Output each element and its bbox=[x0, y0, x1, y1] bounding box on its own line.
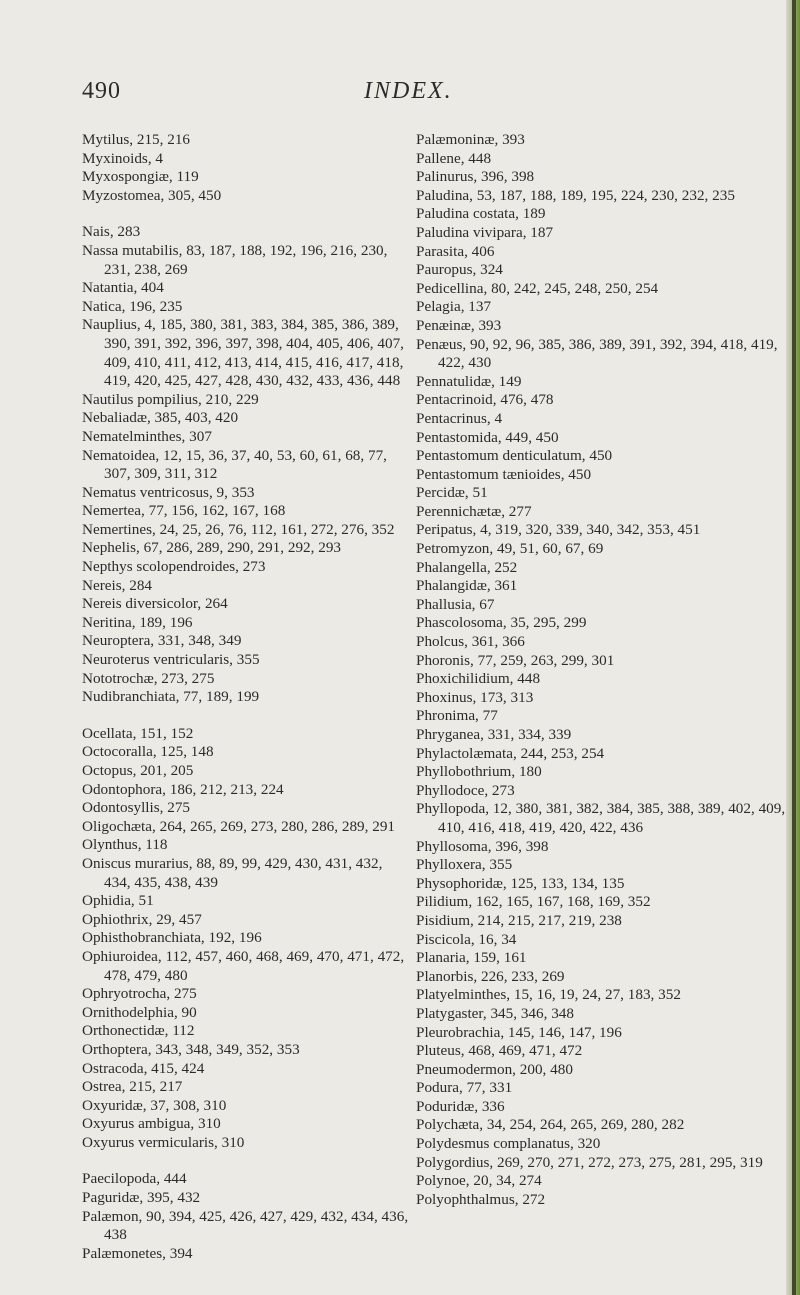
index-entry: Paecilopoda, 444 bbox=[82, 1170, 187, 1188]
index-entry: Penæus, 90, 92, 96, 385, 386, 389, 391, 392, 394, 418, 419, 422, 430 bbox=[416, 335, 778, 372]
index-entry: Phascolosoma, 35, 295, 299 bbox=[416, 614, 587, 632]
index-entry: Oxyurus vermicularis, 310 bbox=[82, 1133, 245, 1151]
index-entry: Orthoptera, 343, 348, 349, 352, 353 bbox=[82, 1040, 300, 1058]
index-entry: Palæmon, 90, 394, 425, 426, 427, 429, 432, 434, 436, 438 bbox=[82, 1207, 409, 1244]
index-entry: Phyllobothrium, 180 bbox=[416, 763, 542, 781]
index-entry: Pholcus, 361, 366 bbox=[416, 633, 525, 651]
index-entry: Pelagia, 137 bbox=[416, 298, 492, 316]
index-entry: Pleurobrachia, 145, 146, 147, 196 bbox=[416, 1023, 622, 1041]
index-entry: Phryganea, 331, 334, 339 bbox=[416, 726, 572, 743]
index-entry: Phylloxera, 355 bbox=[416, 856, 513, 874]
index-entry: Octocoralla, 125, 148 bbox=[82, 743, 214, 761]
index-entry: Planaria, 159, 161 bbox=[416, 949, 527, 967]
index-entry: Phylactolæmata, 244, 253, 254 bbox=[416, 744, 605, 762]
index-entry: Physophoridæ, 125, 133, 134, 135 bbox=[416, 874, 625, 892]
index-entry: Phalangella, 252 bbox=[416, 558, 518, 576]
running-head: INDEX. bbox=[364, 78, 453, 104]
index-entry: Nemertea, 77, 156, 162, 167, 168 bbox=[82, 502, 286, 520]
index-entry: Nebaliadæ, 385, 403, 420 bbox=[82, 409, 239, 427]
index-entry: Nephelis, 67, 286, 289, 290, 291, 292, 293 bbox=[82, 539, 342, 557]
index-entry: Peripatus, 4, 319, 320, 339, 340, 342, 353, 451 bbox=[416, 521, 701, 539]
index-entry: Nais, 283 bbox=[82, 223, 141, 241]
index-entry: Ocellata, 151, 152 bbox=[82, 724, 194, 742]
index-entry: Nematus ventricosus, 9, 353 bbox=[82, 483, 255, 501]
page-edge-shadow bbox=[792, 0, 796, 1295]
index-entry: Myxinoids, 4 bbox=[82, 149, 164, 167]
index-entry: Nematoidea, 12, 15, 36, 37, 40, 53, 60, 61, 68, 77, 307, 309, 311, 312 bbox=[82, 446, 387, 483]
index-entry: Podura, 77, 331 bbox=[416, 1079, 513, 1097]
index-entry: Phronima, 77 bbox=[416, 707, 498, 725]
index-entry: Parasita, 406 bbox=[416, 242, 495, 260]
section-gap bbox=[82, 1152, 412, 1170]
index-entry: Phoxinus, 173, 313 bbox=[416, 688, 534, 706]
index-entry: Nauplius, 4, 185, 380, 381, 383, 384, 385, 386, 389, 390, 391, 392, 396, 397, 398, 404, 405, 406, 407, 409, 410, 411, 412, 413, 414, 415, 416, 417, 418, 419, 420, 425, 427, 428, 430, 432, 433, 436, 448 bbox=[82, 316, 404, 390]
index-entry: Natica, 196, 235 bbox=[82, 297, 183, 315]
index-entry: Platyelminthes, 15, 16, 19, 24, 27, 183, 352 bbox=[416, 986, 681, 1004]
index-entry: Polygordius, 269, 270, 271, 272, 273, 275, 281, 295, 319 bbox=[416, 1153, 763, 1171]
index-entry: Ophidia, 51 bbox=[82, 892, 154, 910]
index-entry: Nereis diversicolor, 264 bbox=[82, 595, 228, 613]
index-entry: Ornithodelphia, 90 bbox=[82, 1003, 197, 1021]
index-entry: Pentastomum tænioides, 450 bbox=[416, 465, 592, 483]
index-entry: Pisidium, 214, 215, 217, 219, 238 bbox=[416, 911, 622, 929]
index-entry: Ophryotrocha, 275 bbox=[82, 985, 197, 1003]
index-entry: Phyllosoma, 396, 398 bbox=[416, 837, 549, 855]
index-entry: Nudibranchiata, 77, 189, 199 bbox=[82, 688, 260, 706]
index-entry: Pilidium, 162, 165, 167, 168, 169, 352 bbox=[416, 893, 651, 911]
index-column-left bbox=[82, 131, 412, 1263]
index-entry: Percidæ, 51 bbox=[416, 484, 488, 502]
index-entry: Palæmoninæ, 393 bbox=[416, 131, 525, 148]
index-entry: Petromyzon, 49, 51, 60, 67, 69 bbox=[416, 540, 604, 558]
index-entry: Odontosyllis, 275 bbox=[82, 799, 191, 817]
index-entry: Odontophora, 186, 212, 213, 224 bbox=[82, 780, 284, 798]
index-entry: Oligochæta, 264, 265, 269, 273, 280, 286, 289, 291 bbox=[82, 817, 396, 835]
index-entry: Oxyurus ambigua, 310 bbox=[82, 1115, 221, 1133]
index-entry: Polynoe, 20, 34, 274 bbox=[416, 1172, 542, 1190]
index-entry: Nematelminthes, 307 bbox=[82, 427, 212, 445]
index-entry: Ostrea, 215, 217 bbox=[82, 1078, 183, 1096]
index-entry: Palæmonetes, 394 bbox=[82, 1244, 193, 1262]
index-entry: Nereis, 284 bbox=[82, 576, 153, 594]
index-entry: Nototrochæ, 273, 275 bbox=[82, 669, 215, 687]
index-entry: Nassa mutabilis, 83, 187, 188, 192, 196, 216, 230, 231, 238, 269 bbox=[82, 241, 388, 278]
index-entry: Nepthys scolopendroides, 273 bbox=[82, 558, 266, 576]
index-entry: Pentastomum denticulatum, 450 bbox=[416, 447, 613, 465]
index-entry: Ophisthobranchiata, 192, 196 bbox=[82, 929, 262, 947]
index-entry: Platygaster, 345, 346, 348 bbox=[416, 1004, 574, 1022]
index-entry: Pallene, 448 bbox=[416, 149, 492, 167]
index-column-right bbox=[416, 131, 788, 1209]
index-entry: Phyllopoda, 12, 380, 381, 382, 384, 385, 388, 389, 402, 409, 410, 416, 418, 419, 420, 422, 436 bbox=[416, 800, 786, 836]
index-entry: Neuroterus ventricularis, 355 bbox=[82, 651, 260, 669]
index-entry: Palinurus, 396, 398 bbox=[416, 168, 535, 186]
index-entry: Pauropus, 324 bbox=[416, 261, 503, 279]
index-entry: Nautilus pompilius, 210, 229 bbox=[82, 390, 259, 408]
index-entry: Phoronis, 77, 259, 263, 299, 301 bbox=[416, 651, 615, 669]
index-entry: Myxospongiæ, 119 bbox=[82, 168, 199, 186]
section-gap bbox=[82, 707, 412, 725]
index-entry: Neuroptera, 331, 348, 349 bbox=[82, 632, 242, 650]
index-entry: Pentacrinus, 4 bbox=[416, 409, 503, 427]
index-entry: Planorbis, 226, 233, 269 bbox=[416, 967, 565, 985]
index-entry: Oniscus murarius, 88, 89, 99, 429, 430, 431, 432, 434, 435, 438, 439 bbox=[82, 854, 383, 891]
index-entry: Piscicola, 16, 34 bbox=[416, 930, 517, 948]
index-entry: Pennatulidæ, 149 bbox=[416, 372, 522, 390]
page-header bbox=[0, 78, 790, 106]
index-entry: Orthonectidæ, 112 bbox=[82, 1022, 195, 1040]
index-entry: Ophiuroidea, 112, 457, 460, 468, 469, 470, 471, 472, 478, 479, 480 bbox=[82, 947, 405, 984]
index-entry: Paludina, 53, 187, 188, 189, 195, 224, 230, 232, 235 bbox=[416, 186, 735, 204]
index-entry: Mytilus, 215, 216 bbox=[82, 131, 191, 148]
index-entry: Pentacrinoid, 476, 478 bbox=[416, 391, 554, 409]
index-entry: Oxyuridæ, 37, 308, 310 bbox=[82, 1096, 227, 1114]
index-entry: Natantia, 404 bbox=[82, 279, 164, 297]
index-entry: Polyophthalmus, 272 bbox=[416, 1190, 546, 1208]
index-entry: Pedicellina, 80, 242, 245, 248, 250, 254 bbox=[416, 279, 659, 297]
index-entry: Pneumodermon, 200, 480 bbox=[416, 1060, 573, 1078]
index-entry: Myzostomea, 305, 450 bbox=[82, 186, 222, 204]
index-entry: Poduridæ, 336 bbox=[416, 1097, 505, 1115]
index-entry: Phoxichilidium, 448 bbox=[416, 670, 541, 688]
index-entry: Pentastomida, 449, 450 bbox=[416, 428, 559, 446]
index-entry: Polydesmus complanatus, 320 bbox=[416, 1135, 601, 1153]
section-gap bbox=[82, 205, 412, 223]
index-entry: Phalangidæ, 361 bbox=[416, 577, 518, 595]
index-entry: Neritina, 189, 196 bbox=[82, 613, 193, 631]
index-entry: Nemertines, 24, 25, 26, 76, 112, 161, 272, 276, 352 bbox=[82, 520, 395, 538]
index-entry: Phallusia, 67 bbox=[416, 595, 495, 613]
index-entry: Ostracoda, 415, 424 bbox=[82, 1059, 205, 1077]
index-entry: Ophiothrix, 29, 457 bbox=[82, 910, 202, 928]
index-entry: Octopus, 201, 205 bbox=[82, 762, 194, 779]
index-entry: Polychæta, 34, 254, 264, 265, 269, 280, 282 bbox=[416, 1116, 685, 1134]
index-entry: Paludina vivipara, 187 bbox=[416, 223, 554, 241]
index-entry: Paludina costata, 189 bbox=[416, 205, 546, 223]
page-number: 490 bbox=[82, 78, 121, 104]
index-entry: Perennichætæ, 277 bbox=[416, 502, 532, 520]
index-entry: Penæinæ, 393 bbox=[416, 316, 502, 334]
index-entry: Phyllodoce, 273 bbox=[416, 781, 515, 799]
index-entry: Pluteus, 468, 469, 471, 472 bbox=[416, 1042, 583, 1060]
index-entry: Paguridæ, 395, 432 bbox=[82, 1189, 201, 1207]
index-entry: Olynthus, 118 bbox=[82, 836, 168, 854]
